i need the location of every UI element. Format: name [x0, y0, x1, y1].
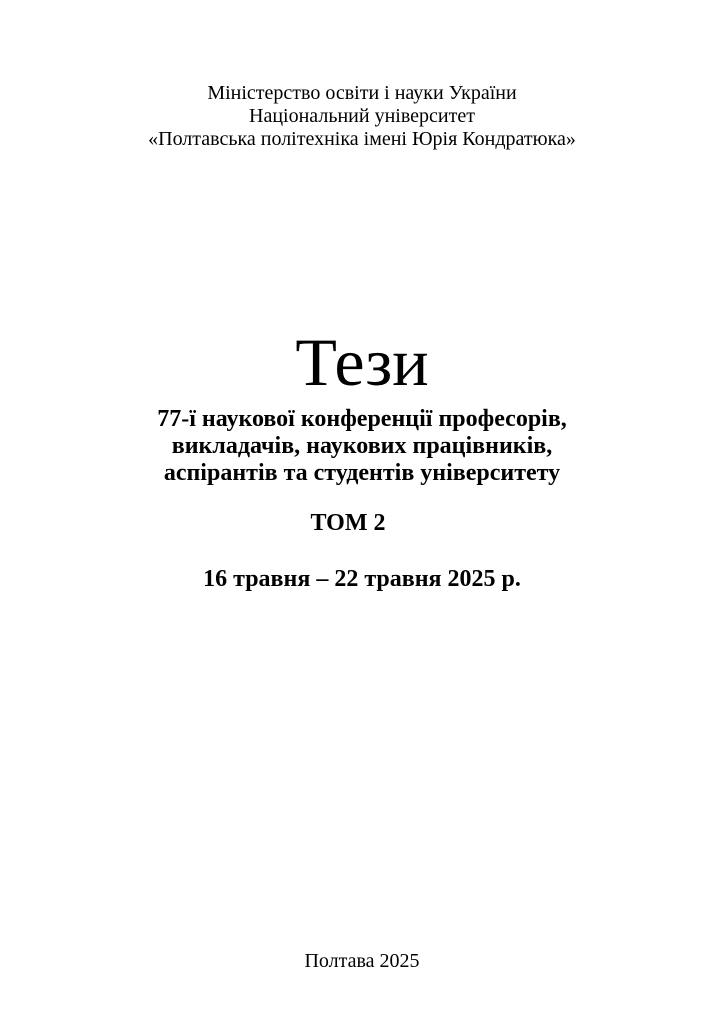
- institution-header: [0, 82, 724, 151]
- subtitle-line-3: аспірантів та студентів університету: [163, 460, 561, 486]
- main-title: Тези: [295, 324, 429, 400]
- subtitle-line-2: викладачів, наукових працівників,: [171, 433, 553, 459]
- university-line: Національний університет: [249, 105, 475, 127]
- university-name-line: «Полтавська політехніка імені Юрія Кондратюка»: [148, 128, 576, 150]
- dates-label: 16 травня – 22 травня 2025 р.: [203, 566, 521, 592]
- subtitle-line-1: 77-ї наукової конференції професорів,: [157, 406, 567, 432]
- volume-label: ТОМ 2: [310, 510, 386, 536]
- ministry-line: Міністерство освіти і науки України: [207, 82, 517, 104]
- conference-subtitle: [0, 406, 724, 487]
- footer-city-year: Полтава 2025: [304, 950, 420, 972]
